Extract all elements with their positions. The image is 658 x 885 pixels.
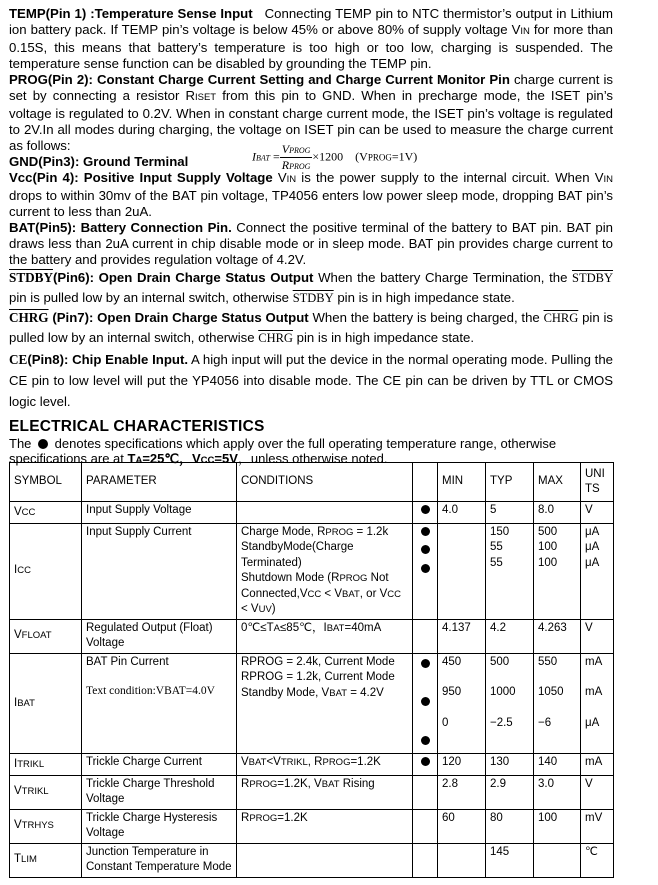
value: mA xyxy=(585,686,603,698)
subscript: BAT xyxy=(256,153,270,163)
unit-cell xyxy=(581,523,614,619)
note-vcc: V xyxy=(192,451,201,466)
condition-text: R xyxy=(241,811,250,824)
max-cell: 100 xyxy=(534,809,581,843)
condition-text: 0℃≤T xyxy=(241,621,274,634)
subscript: BAT xyxy=(326,622,345,634)
stdby-pin-text: When the battery Charge Termination, the xyxy=(313,270,573,285)
conditions-cell xyxy=(237,523,413,619)
symbol: V xyxy=(14,629,22,642)
value: mA xyxy=(585,655,603,668)
table-row xyxy=(10,754,614,776)
condition-text: Charge Mode, R xyxy=(241,525,326,538)
formula-numerator: V xyxy=(281,142,290,156)
conditions-cell xyxy=(237,754,413,776)
pin-description-section xyxy=(9,6,613,468)
charge-current-formula: IBAT = $\frac{\text{VPROG}}{\text{RPROG}}$ ×1200 (VPROG=1V) xyxy=(252,142,418,172)
bullet-icon xyxy=(421,659,430,668)
parameter-cell: Trickle Charge Hysteresis Voltage xyxy=(82,809,237,843)
ce-label: CE xyxy=(9,352,28,367)
symbol-cell xyxy=(10,843,82,877)
condition-text: Rising xyxy=(339,777,375,790)
unit-cell: mV xyxy=(581,809,614,843)
subscript: BAT xyxy=(342,588,360,600)
max-cell: 4.263 xyxy=(534,619,581,653)
table-row xyxy=(10,775,614,809)
subscript: PROG xyxy=(325,526,354,538)
value: −2.5 xyxy=(490,716,513,729)
subscript: TRIKL xyxy=(280,757,308,768)
typ-cell: 4.2 xyxy=(486,619,534,653)
condition-text: =1.2K xyxy=(350,756,381,768)
stdby-overline-inline: STDBY xyxy=(572,271,614,285)
table-row xyxy=(10,619,614,653)
condition-text: V xyxy=(241,756,249,768)
subscript: IN xyxy=(520,26,530,37)
parameter-cell: Input Supply Voltage xyxy=(82,502,237,524)
symbol: I xyxy=(14,696,18,709)
parameter-cell: Input Supply Current xyxy=(82,523,237,619)
parameter-text: BAT Pin Current xyxy=(86,655,169,668)
conditions-cell xyxy=(237,619,413,653)
unit-cell: V xyxy=(581,619,614,653)
header-conditions: CONDITIONS xyxy=(237,463,413,502)
chrg-pin-text: When the battery is being charged, the xyxy=(308,310,544,325)
condition-text: ≤85℃，I xyxy=(280,621,327,634)
chrg-pin-title: (Pin7): Open Drain Charge Status Output xyxy=(48,310,309,325)
prog-pin-title: PROG(Pin 2): Constant Charge Current Setting and Charge Current Monitor Pin xyxy=(9,72,510,87)
parameter-text: Text condition:VBAT=4.0V xyxy=(86,685,215,697)
subscript: TRIKL xyxy=(17,758,45,770)
conditions-cell xyxy=(237,775,413,809)
condition-text: RPROG = 1.2k, Current Mode xyxy=(241,671,395,683)
prog-pin-text-2: from this pin to GND. When in precharge mode, the ISET pin’s voltage is regulated to 0.2V. When in constant charge current mode, the ISET pin’s voltage is regulated to 2V.In all modes during charging, the voltage on ISET pin can be used to measure the charge current as follows: xyxy=(9,88,614,153)
note-ta-value: =25℃， xyxy=(142,451,192,466)
vcc-pin-title: Vcc(Pin 4): Positive Input Supply Voltage xyxy=(9,170,273,185)
condition-text: Not Connected,V xyxy=(241,572,389,600)
header-max: MAX xyxy=(534,463,581,502)
ce-pin-text: A high input will put the device in the normal operating mode. Pulling the CE pin to low level will put the YP4056 into disable mode. The CE pin can be driven by TTL or CMOS logic level. xyxy=(9,352,613,409)
bullet-icon xyxy=(421,736,430,745)
subscript: IN xyxy=(603,174,613,185)
formula-fraction xyxy=(280,142,313,173)
symbol-cell xyxy=(10,523,82,619)
subscript: CC xyxy=(21,506,36,518)
subscript: ISET xyxy=(194,92,217,103)
table-row xyxy=(10,523,614,619)
table-row xyxy=(10,653,614,754)
max-cell: 3.0 xyxy=(534,775,581,809)
typ-cell: 80 xyxy=(486,809,534,843)
subscript: BAT xyxy=(248,757,267,768)
subscript: BAT xyxy=(17,697,35,709)
prog-pin-text: charge current is set by connecting a resistor R xyxy=(9,72,613,103)
typ-cell: 145 xyxy=(486,843,534,877)
bullet-cell xyxy=(413,523,438,619)
bullet-cell xyxy=(413,502,438,524)
vcc-pin-paragraph xyxy=(9,170,613,220)
parameter-cell xyxy=(82,653,237,754)
note-text-2: denotes specifications which apply over the full operating temperature range, otherwise specifications are at xyxy=(9,436,557,466)
subscript: PROG xyxy=(289,146,311,155)
vcc-pin-text-3: drops to within 30mv of the BAT pin voltage, TP4056 enters low power sleep mode, dropping BAT pin’s current to less than 2uA. xyxy=(9,188,613,219)
subscript: CC xyxy=(200,455,215,466)
subscript: PROG xyxy=(367,152,392,163)
subscript: LIM xyxy=(21,854,37,866)
conditions-cell xyxy=(237,502,413,524)
unit-cell xyxy=(581,653,614,754)
bullet-cell xyxy=(413,843,438,877)
stdby-overline-label: STDBY xyxy=(9,270,53,285)
condition-text: = 4.2V xyxy=(347,686,384,699)
value: μA xyxy=(585,716,600,729)
value: 450 xyxy=(442,655,462,668)
condition-text: < V xyxy=(321,587,343,600)
header-bullet xyxy=(413,463,438,502)
condition-text: <V xyxy=(266,756,281,768)
max-cell: 140 xyxy=(534,754,581,776)
stdby-pin-text-2: pin is pulled low by an internal switch, otherwise xyxy=(9,290,293,305)
formula-multiplier: ×1200 xyxy=(312,149,344,164)
table-row xyxy=(10,809,614,843)
subscript: BAT xyxy=(321,778,340,790)
chrg-overline-inline: CHRG xyxy=(543,311,579,325)
temp-pin-title: TEMP(Pin 1) :Temperature Sense Input xyxy=(9,6,253,21)
note-ta: T xyxy=(127,451,136,466)
value: 1000 xyxy=(490,686,516,698)
parameter-cell: Trickle Charge Current xyxy=(82,754,237,776)
conditions-cell xyxy=(237,653,413,754)
formula-condition: (V xyxy=(355,149,368,164)
condition-text: =1.2K xyxy=(277,811,308,824)
value: μA xyxy=(585,541,600,553)
bullet-cell xyxy=(413,653,438,754)
value: −6 xyxy=(538,716,552,729)
min-cell: 2.8 xyxy=(438,775,486,809)
formula-condition-end: =1V) xyxy=(391,149,418,164)
symbol-cell xyxy=(10,754,82,776)
vcc-pin-text-2: is the power supply to the internal circuit. When V xyxy=(296,170,604,185)
max-cell xyxy=(534,843,581,877)
unit-cell: V xyxy=(581,502,614,524)
note-text: The xyxy=(9,436,32,451)
bullet-icon xyxy=(421,527,430,536)
electrical-characteristics-heading: ELECTRICAL CHARACTERISTICS xyxy=(9,418,265,435)
value: 1050 xyxy=(538,686,564,698)
subscript: A xyxy=(135,455,143,466)
formula-lhs: I xyxy=(252,149,256,164)
subscript: UV xyxy=(258,604,272,615)
bullet-cell xyxy=(413,809,438,843)
min-cell xyxy=(438,523,486,619)
min-cell: 4.0 xyxy=(438,502,486,524)
value: 100 xyxy=(538,556,558,569)
ce-pin-title: (Pin8): Chip Enable Input. xyxy=(27,352,189,367)
note-vcc-value: =5V xyxy=(214,451,238,466)
chrg-pin-text-2: pin is pulled low by an internal switch, otherwise xyxy=(9,310,613,345)
value: 150 xyxy=(490,525,510,538)
subscript: A xyxy=(273,622,280,634)
condition-text: =1.2K, V xyxy=(277,777,322,790)
symbol: V xyxy=(14,819,22,832)
value: μA xyxy=(585,556,600,569)
condition-text: Standby Mode, V xyxy=(241,686,330,699)
stdby-pin-paragraph xyxy=(9,268,613,308)
subscript: PROG xyxy=(249,778,278,790)
bat-pin-paragraph xyxy=(9,220,613,268)
min-cell xyxy=(438,653,486,754)
value: 550 xyxy=(538,655,558,668)
bullet-icon xyxy=(421,757,430,766)
symbol: T xyxy=(14,853,22,866)
subscript: PROG xyxy=(249,812,278,824)
value: μA xyxy=(585,525,600,538)
stdby-pin-text-3: pin is in high impedance state. xyxy=(333,290,515,305)
condition-text: StandbyMode(Charge Terminated) xyxy=(241,541,354,569)
unit-cell: V xyxy=(581,775,614,809)
typ-cell xyxy=(486,523,534,619)
subscript: CC xyxy=(17,565,31,577)
symbol: V xyxy=(14,505,22,518)
bullet-icon xyxy=(421,564,430,573)
condition-text: , or V xyxy=(359,587,388,600)
condition-text: RPROG = 2.4k, Current Mode xyxy=(241,655,395,668)
symbol: I xyxy=(14,757,18,770)
symbol-cell xyxy=(10,775,82,809)
bullet-cell xyxy=(413,754,438,776)
header-parameter: PARAMETER xyxy=(82,463,237,502)
header-typ: TYP xyxy=(486,463,534,502)
stdby-overline-inline: STDBY xyxy=(292,291,334,305)
bullet-icon xyxy=(38,439,48,449)
note-end: ，unless otherwise noted. xyxy=(237,451,388,466)
max-cell xyxy=(534,523,581,619)
value: 0 xyxy=(442,716,449,729)
ce-pin-paragraph xyxy=(9,349,613,412)
value: 950 xyxy=(442,686,462,698)
subscript: FLOAT xyxy=(21,630,52,642)
bullet-icon xyxy=(421,697,430,706)
max-cell xyxy=(534,653,581,754)
table-header-row xyxy=(10,463,614,502)
value: 500 xyxy=(538,525,558,538)
condition-text: ) xyxy=(271,603,276,615)
stdby-pin-title: (Pin6): Open Drain Charge Status Output xyxy=(52,270,314,285)
min-cell: 4.137 xyxy=(438,619,486,653)
header-units: UNI TS xyxy=(581,463,614,502)
parameter-cell: Regulated Output (Float) Voltage xyxy=(82,619,237,653)
symbol: V xyxy=(14,785,22,798)
chrg-pin-paragraph xyxy=(9,308,613,348)
subscript: TRHYS xyxy=(21,820,54,832)
chrg-overline-inline: CHRG xyxy=(258,331,293,345)
condition-text: < V xyxy=(241,603,259,615)
parameter-cell: Junction Temperature in Constant Temperature Mode xyxy=(82,843,237,877)
vcc-pin-text: V xyxy=(272,170,287,185)
bat-pin-text: Connect the positive terminal of the battery to BAT pin. BAT pin draws less than 2uA current in chip disable mode or in sleep mode. BAT pin provides charge current to the battery and provides regulation voltage of 4.2V. xyxy=(9,220,613,267)
subscript: BAT xyxy=(329,687,348,699)
subscript: CC xyxy=(307,588,322,600)
typ-cell: 2.9 xyxy=(486,775,534,809)
temp-pin-text-2: for more than 0.15S, this means that battery’s temperature is too high or too low, charging is suspended. The temperature sense function can be disabled by grounding the TEMP pin. xyxy=(9,22,614,71)
value: 55 xyxy=(490,541,503,553)
unit-cell: ℃ xyxy=(581,843,614,877)
subscript: CC xyxy=(387,588,402,600)
parameter-cell: Trickle Charge Threshold Voltage xyxy=(82,775,237,809)
bullet-icon xyxy=(421,505,430,514)
electrical-characteristics-table xyxy=(9,462,614,878)
formula-denominator: R xyxy=(281,158,290,172)
header-symbol: SYMBOL xyxy=(10,463,82,502)
condition-text: = 1.2k xyxy=(353,525,389,538)
max-cell: 8.0 xyxy=(534,502,581,524)
table-row xyxy=(10,502,614,524)
condition-text: R xyxy=(241,777,250,790)
gnd-pin-title: GND(Pin3): Ground Terminal xyxy=(9,154,189,169)
symbol-cell xyxy=(10,809,82,843)
subscript: IN xyxy=(286,174,297,185)
symbol-cell xyxy=(10,619,82,653)
value: 55 xyxy=(490,556,503,569)
conditions-cell xyxy=(237,809,413,843)
table-row xyxy=(10,843,614,877)
temp-pin-text: Connecting TEMP pin to NTC thermistor’s output in Lithium ion battery pack. If TEMP pin’s voltage is below 45% or above 80% of supply voltage V xyxy=(9,6,613,37)
min-cell: 60 xyxy=(438,809,486,843)
chrg-pin-text-3: pin is in high impedance state. xyxy=(292,330,475,345)
subscript: TRIKL xyxy=(21,786,49,798)
condition-text: Shutdown Mode (R xyxy=(241,572,340,584)
symbol-cell xyxy=(10,653,82,754)
min-cell xyxy=(438,843,486,877)
value: 100 xyxy=(538,541,558,553)
unit-cell: mA xyxy=(581,754,614,776)
typ-cell xyxy=(486,653,534,754)
temp-pin-paragraph xyxy=(9,6,613,72)
bullet-cell xyxy=(413,619,438,653)
subscript: PROG xyxy=(289,162,311,171)
bat-pin-title: BAT(Pin5): Battery Connection Pin. xyxy=(9,220,232,235)
bullet-icon xyxy=(421,545,430,554)
bullet-cell xyxy=(413,775,438,809)
condition-text: , R xyxy=(307,756,323,768)
header-min: MIN xyxy=(438,463,486,502)
subscript: PROG xyxy=(339,573,368,584)
typ-cell: 130 xyxy=(486,754,534,776)
condition-text: =40mA xyxy=(344,621,382,634)
value: 500 xyxy=(490,655,510,668)
min-cell: 120 xyxy=(438,754,486,776)
conditions-cell xyxy=(237,843,413,877)
typ-cell: 5 xyxy=(486,502,534,524)
symbol-cell xyxy=(10,502,82,524)
chrg-overline-label: CHRG xyxy=(9,310,49,325)
subscript: PROG xyxy=(322,757,351,768)
symbol: I xyxy=(14,564,18,577)
